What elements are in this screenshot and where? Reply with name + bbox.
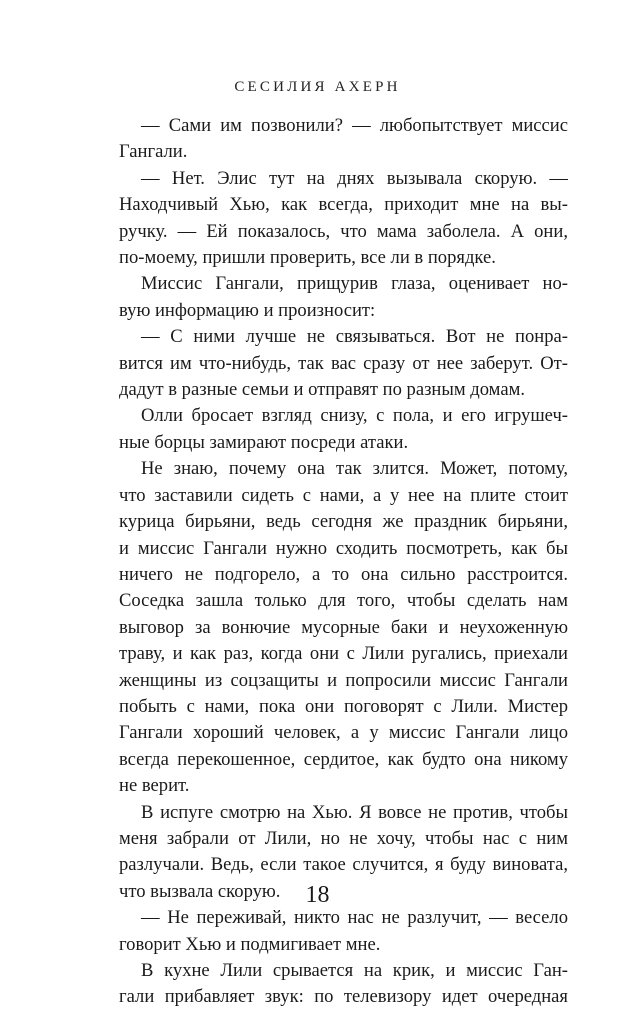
text-line: женщины из соцзащиты и попросили миссис Гангали xyxy=(119,669,568,691)
text-line: побыть с нами, пока они поговорят с Лили. Мистер xyxy=(119,695,568,717)
text-line: что вызвала скорую. xyxy=(119,880,281,902)
text-line: разлучали. Ведь, если такое случится, я буду виновата, xyxy=(119,854,568,876)
text-line: — Сами им позвонили? — любопытствует миссис xyxy=(141,115,568,136)
text-line: ничего не подгорело, а то она сильно расстроится. xyxy=(119,563,568,585)
text-line: — С ними лучше не связываться. Вот не понра- xyxy=(141,326,568,348)
text-line: и миссис Гангали нужно сходить посмотреть, как бы xyxy=(119,537,568,559)
text-line: ручку. — Ей показалось, что мама заболела. А они, xyxy=(119,220,568,242)
text-line: Соседка зашла только для того, чтобы сделать нам xyxy=(119,590,568,612)
text-line: вую информацию и произносит: xyxy=(119,299,376,321)
text-line: Находчивый Хью, как всегда, приходит мне на вы- xyxy=(119,194,568,216)
text-line: — Нет. Элис тут на днях вызывала скорую. — xyxy=(141,167,568,189)
body-text xyxy=(119,113,568,1011)
text-line: — Не переживай, никто нас не разлучит, — весело xyxy=(141,907,568,929)
text-line: Олли бросает взгляд снизу, с пола, и его игрушеч- xyxy=(141,405,568,427)
text-line: выговор за вонючие мусорные баки и неухоженную xyxy=(119,616,568,638)
text-line: Гангали хороший человек, а у миссис Гангали лицо xyxy=(119,722,568,744)
text-line: В кухне Лили срывается на крик, и миссис Ган- xyxy=(141,960,568,981)
text-line: В испуге смотрю на Хью. Я вовсе не против, чтобы xyxy=(141,801,568,823)
text-line: вится им что-нибудь, так вас сразу от нее заберут. От- xyxy=(119,352,568,374)
text-line: по-моему, пришли проверить, все ли в порядке. xyxy=(119,247,496,269)
text-line: гали прибавляет звук: по телевизору идет очередная xyxy=(119,986,568,1008)
text-line: курица бирьяни, ведь сегодня же праздник бирьяни, xyxy=(119,511,568,533)
text-line: ные борцы замирают посреди атаки. xyxy=(119,431,409,453)
text-line: дадут в разные семьи и отправят по разным домам. xyxy=(119,379,525,401)
text-line: Гангали. xyxy=(119,141,188,163)
text-line: Миссис Гангали, прищурив глаза, оценивает но- xyxy=(141,273,568,295)
page-number: 18 xyxy=(305,882,330,908)
running-head: СЕСИЛИЯ АХЕРН xyxy=(234,79,401,95)
text-line: что заставили сидеть с нами, а у нее на плите стоит xyxy=(119,484,568,506)
text-line: Не знаю, почему она так злится. Может, потому, xyxy=(141,458,568,480)
text-line: не верит. xyxy=(119,775,190,797)
text-line: траву, и как раз, когда они с Лили ругались, приехали xyxy=(119,643,568,665)
text-line: говорит Хью и подмигивает мне. xyxy=(119,933,381,955)
text-line: всегда перекошенное, сердитое, как будто она никому xyxy=(119,748,568,770)
text-line: меня забрали от Лили, но не хочу, чтобы нас с ним xyxy=(119,827,568,849)
